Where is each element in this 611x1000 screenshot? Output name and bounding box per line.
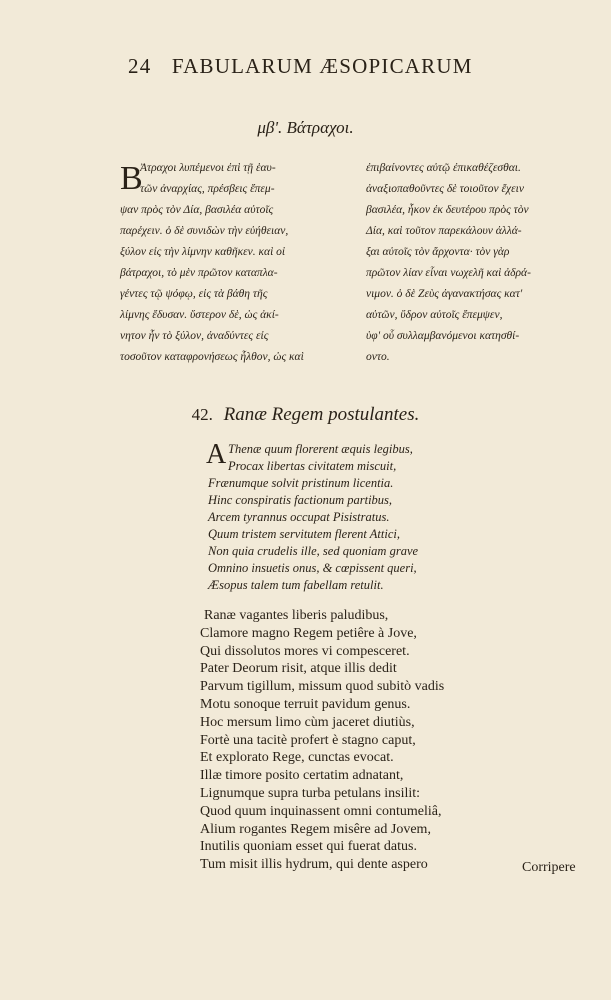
verse-line: Alium rogantes Regem misêre ad Jovem, — [200, 821, 431, 837]
greek-line: οντο. — [366, 351, 390, 363]
prologue-line: Hinc conspiratis factionum partibus, — [208, 493, 393, 507]
greek-text-left-column — [120, 158, 352, 368]
verse-line: Fortè una tacitè profert è stagno caput, — [200, 732, 416, 748]
greek-text-right-column — [366, 158, 601, 368]
greek-line: πρῶτον λίαν εἶναι νωχελῆ καὶ ἀδρά- — [366, 267, 531, 279]
prologue-line: Arcem tyrannus occupat Pisistratus. — [208, 510, 390, 524]
prologue-line: Quum tristem servitutem flerent Attici, — [208, 527, 400, 541]
verse-line: Pater Deorum risit, atque illis dedit — [200, 661, 397, 677]
greek-line: νιμον. ὁ δὲ Ζεὺς ἀγανακτήσας κατ' — [366, 288, 523, 300]
greek-line: βάτραχοι, τὸ μὲν πρῶτον καταπλα- — [120, 267, 278, 279]
latin-prologue — [208, 441, 508, 594]
verse-line: Inutilis quoniam esset qui fuerat datus. — [200, 839, 417, 855]
greek-line: ξαι αὐτοῖς τὸν ἄρχοντα· τὸν γὰρ — [366, 246, 510, 258]
prologue-line: Æsopus talem tum fabellam retulit. — [208, 578, 384, 592]
verse-line: Tum misit illis hydrum, qui dente aspero — [200, 857, 428, 873]
greek-line: Ἀτραχοι λυπέμενοι ἐπὶ τῇ ἑαυ- — [140, 162, 276, 174]
verse-line: Illæ timore posito certatim adnatant, — [200, 768, 404, 784]
greek-fable-title: μβʹ. Βάτραχοι. — [257, 118, 354, 137]
greek-line: γέντες τῷ ψόφῳ, εἰς τὰ βάθη τῆς — [120, 288, 268, 300]
greek-line: ξύλον εἰς τὴν λίμνην καθῆκεν. καὶ οἱ — [120, 246, 286, 258]
verse-line: Qui dissolutos mores vi compesceret. — [200, 643, 410, 659]
catchword: Corripere — [522, 860, 576, 875]
running-header — [128, 54, 548, 84]
greek-line: νητον ἦν τὸ ξύλον, ἀναδύντες εἰς — [120, 330, 269, 342]
prologue-line: Thenæ quum florerent æquis legibus, — [228, 442, 413, 456]
greek-line: βασιλέα, ἧκον ἐκ δευτέρου πρὸς τὸν — [366, 204, 529, 216]
verse-line: Lignumque supra turba petulans insilit: — [200, 785, 421, 801]
greek-line: αὐτῶν, ὕδρον αὐτοῖς ἔπεμψεν, — [366, 309, 503, 321]
greek-line: ἐπιβαίνοντες αὐτῷ ἐπικαθέζεσθαι. — [366, 162, 521, 174]
prologue-line: Procax libertas civitatem miscuit, — [228, 459, 397, 473]
verse-line: Et explorato Rege, cunctas evocat. — [200, 750, 394, 766]
verse-line: Quod quum inquinassent omni contumeliâ, — [200, 803, 442, 819]
prologue-line: Non quia crudelis ille, sed quoniam grave — [208, 544, 419, 558]
prologue-line: Frænumque solvit pristinum licentia. — [208, 476, 394, 490]
greek-line: ὑφ' οὗ συλλαμβανόμενοι κατησθί- — [366, 330, 520, 342]
verse-line: Hoc mersum limo cùm jaceret diutiùs, — [200, 714, 415, 730]
verse-line: Parvum tigillum, missum quod subitò vadis — [200, 679, 445, 695]
latin-fable-title — [0, 404, 611, 426]
fable-number: 42. — [191, 405, 213, 424]
latin-fable-verse — [200, 607, 520, 874]
latin-drop-cap: A — [206, 439, 227, 470]
prologue-line: Omnino insuetis onus, & cœpissent queri, — [208, 561, 417, 575]
greek-drop-cap: B — [120, 160, 143, 197]
greek-line: ἀναξιοπαθοῦντες δὲ τοιοῦτον ἔχειν — [366, 183, 524, 195]
greek-line: Δία, καὶ τοῦτον παρεκάλουν ἀλλά- — [366, 225, 522, 237]
verse-line: Ranæ vagantes liberis paludibus, — [204, 608, 389, 623]
greek-line: ψαν πρὸς τὸν Δία, βασιλέα αὐτοῖς — [120, 204, 274, 216]
page-number: 24 — [128, 54, 152, 78]
greek-line: λίμνης ἔδυσαν. ὕστερον δὲ, ὡς ἀκί- — [120, 309, 279, 321]
verse-line: Motu sonoque terruit pavidum genus. — [200, 696, 411, 712]
fable-title-text: Ranæ Regem postulantes. — [223, 404, 420, 425]
greek-line: τῶν ἀναρχίας, πρέσβεις ἔπεμ- — [140, 183, 275, 195]
verse-line: Clamore magno Regem petiêre à Jove, — [200, 625, 417, 641]
greek-line: τοσοῦτον καταφρονήσεως ἦλθον, ὡς καὶ — [120, 351, 304, 363]
running-title: FABULARUM ÆSOPICARUM — [171, 54, 473, 78]
greek-line: παρέχειν. ὁ δὲ συνιδὼν τὴν εὐήθειαν, — [120, 225, 289, 237]
